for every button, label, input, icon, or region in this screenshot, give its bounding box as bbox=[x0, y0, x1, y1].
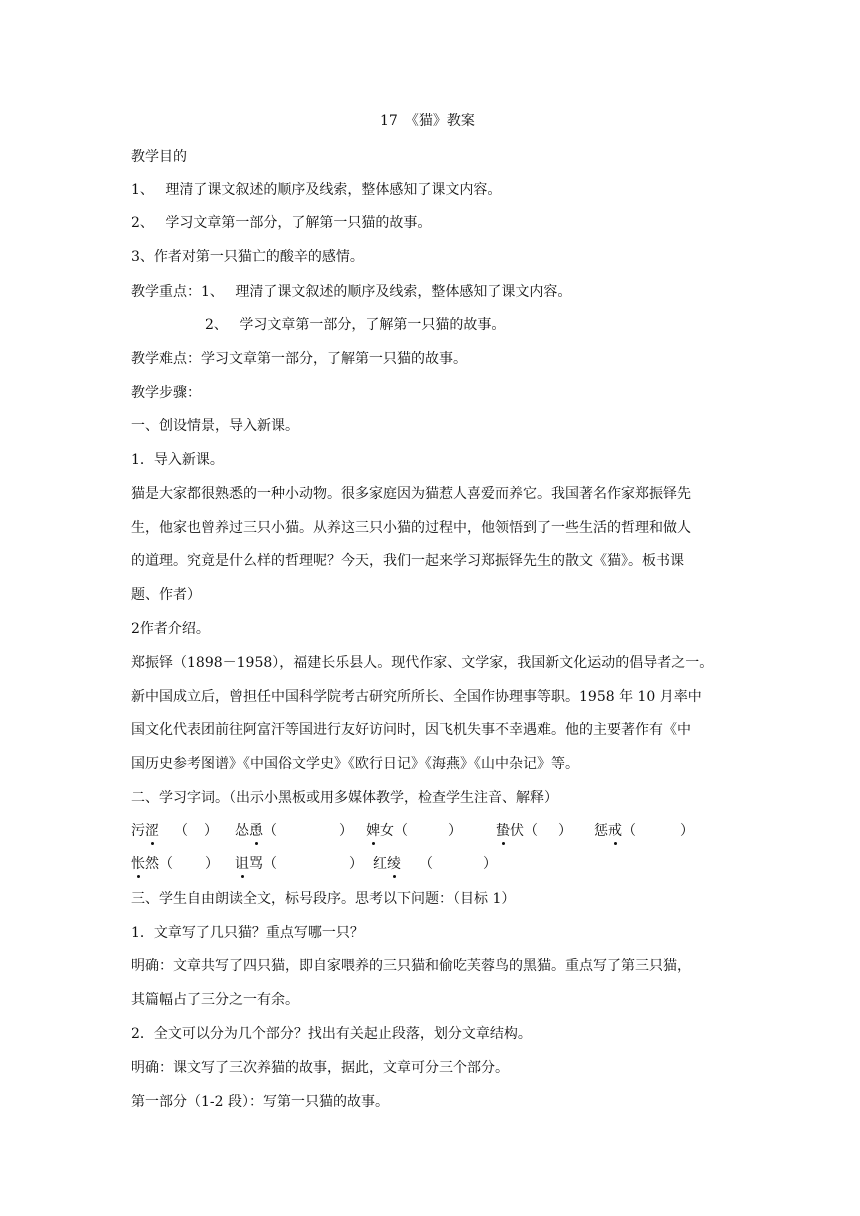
vocab-word: 蛰伏（ ） bbox=[496, 823, 572, 839]
emphasis-dot-char: 诅 bbox=[235, 856, 249, 872]
vocab-word: 婢女（ ） bbox=[366, 823, 462, 839]
answer-line: 明确：课文写了三次养猫的故事，据此，文章可分三个部分。 bbox=[131, 1060, 509, 1076]
answer-line: 明确：文章共写了四只猫，即自家喂养的三只猫和偷吃芙蓉鸟的黑猫。重点写了第三只猫， bbox=[131, 958, 691, 974]
blank-open: （ bbox=[159, 856, 173, 872]
subsection-heading: 1．导入新课。 bbox=[131, 452, 224, 468]
emphasis-dot-char: 绫 bbox=[387, 856, 401, 872]
emphasis-dot-char: 蛰 bbox=[496, 823, 510, 839]
blank-open: （ bbox=[263, 856, 277, 872]
vocab-word: 怂恿（ ） bbox=[235, 823, 353, 839]
question-line: 1．文章写了几只猫？重点写哪一只？ bbox=[131, 925, 364, 941]
paragraph-line: 郑振铎（1898－1958），福建长乐县人。现代作家、文学家，我国新文化运动的倡导者之一。 bbox=[131, 655, 714, 671]
paragraph-line: 国文化代表团前往阿富汗等国进行友好访问时，因飞机失事不幸遇难。他的主要著作有《中 bbox=[131, 722, 691, 738]
section-heading: 三、学生自由朗读全文，标号段序。思考以下问题：（目标 1） bbox=[131, 891, 516, 907]
steps-heading: 教学步骤： bbox=[131, 385, 201, 401]
emphasis-dot-char: 恿 bbox=[249, 823, 263, 839]
vocab-word: 惩戒（ ） bbox=[594, 823, 694, 839]
blank-close: ） bbox=[205, 856, 219, 872]
blank-close: ） bbox=[680, 823, 694, 839]
vocab-word: 红绫 （ ） bbox=[373, 856, 497, 872]
subsection-heading: 2作者介绍。 bbox=[131, 621, 210, 637]
section-heading: 二、学习字词。（出示小黑板或用多媒体教学，检查学生注音、解释） bbox=[131, 790, 558, 806]
vocab-row bbox=[131, 822, 218, 840]
paragraph-line: 生，他家也曾养过三只小猫。从养这三只小猫的过程中，他领悟到了一些生活的哲理和做人 bbox=[131, 520, 691, 536]
blank-open: （ bbox=[524, 823, 538, 839]
blank-close: ） bbox=[483, 856, 497, 872]
emphasis-dot-char: 戒 bbox=[608, 823, 622, 839]
vocab-word: 诅骂（ ） bbox=[235, 856, 363, 872]
key-points-line: 2、 学习文章第一部分，了解第一只猫的故事。 bbox=[205, 317, 506, 333]
paragraph-line: 国历史参考图谱》《中国俗文学史》《欧行日记》《海燕》《山中杂记》等。 bbox=[131, 756, 579, 772]
question-line: 2．全文可以分为几个部分？找出有关起止段落，划分文章结构。 bbox=[131, 1026, 532, 1042]
paragraph-line: 新中国成立后，曾担任中国科学院考古研究所所长、全国作协理事等职。1958 年 10 月率中 bbox=[131, 689, 702, 705]
paragraph-line: 题、作者） bbox=[131, 587, 201, 603]
objective-item: 3、作者对第一只猫亡的酸辛的感情。 bbox=[131, 249, 364, 265]
blank-close: ） bbox=[349, 856, 363, 872]
answer-line: 其篇幅占了三分之一有余。 bbox=[131, 992, 299, 1008]
objective-item: 1、 理清了课文叙述的顺序及线索，整体感知了课文内容。 bbox=[131, 182, 502, 198]
paragraph-line: 的道理。究竟是什么样的哲理呢？今天，我们一起来学习郑振铎先生的散文《猫》。板书课 bbox=[131, 553, 684, 569]
blank-close: ） bbox=[204, 823, 218, 839]
emphasis-dot-char: 怅 bbox=[131, 856, 145, 872]
vocab-word: 怅然（ ） bbox=[131, 856, 219, 872]
blank-close: ） bbox=[339, 823, 353, 839]
section-heading: 一、创设情景，导入新课。 bbox=[131, 418, 299, 434]
blank-open: （ bbox=[622, 823, 636, 839]
key-points-line: 教学重点：1、 理清了课文叙述的顺序及线索，整体感知了课文内容。 bbox=[131, 284, 572, 300]
blank-open: （ bbox=[174, 823, 188, 839]
part-line: 第一部分（1-2 段）：写第一只猫的故事。 bbox=[131, 1094, 389, 1110]
paragraph-line: 猫是大家都很熟悉的一种小动物。很多家庭因为猫惹人喜爱而养它。我国著名作家郑振铎先 bbox=[131, 486, 691, 502]
vocab-word: 污涩 bbox=[131, 823, 159, 839]
page-title: 17 《猫》教案 bbox=[380, 113, 475, 129]
blank-open: （ bbox=[263, 823, 277, 839]
blank-close: ） bbox=[448, 823, 462, 839]
objective-item: 2、 学习文章第一部分，了解第一只猫的故事。 bbox=[131, 215, 432, 231]
emphasis-dot-char: 婢 bbox=[366, 823, 380, 839]
blank-close: ） bbox=[558, 823, 572, 839]
blank-open: （ bbox=[394, 823, 408, 839]
blank-open: （ bbox=[419, 856, 433, 872]
objectives-heading: 教学目的 bbox=[131, 149, 187, 165]
emphasis-dot-char: 涩 bbox=[145, 823, 159, 839]
difficulty-line: 教学难点：学习文章第一部分，了解第一只猫的故事。 bbox=[131, 351, 467, 367]
